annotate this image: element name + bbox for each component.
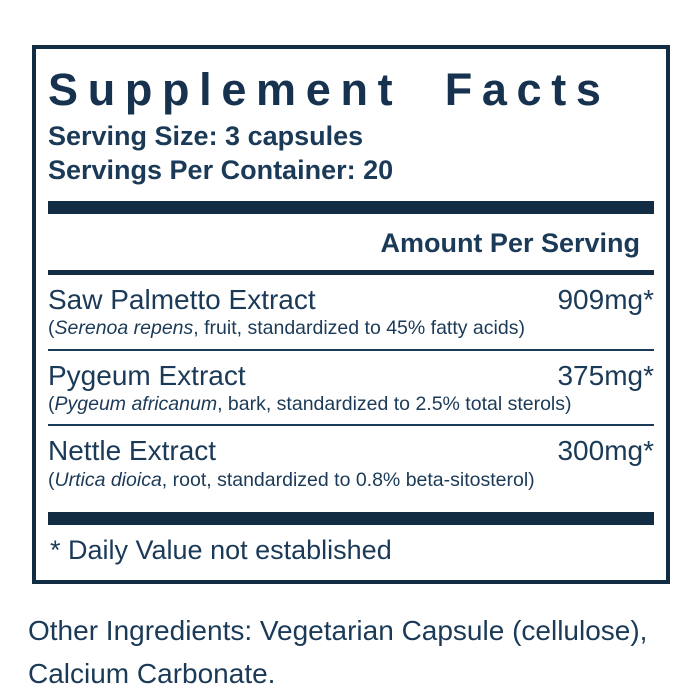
ingredient-detail: [48, 317, 654, 340]
other-ingredients-line-1: Other Ingredients: Vegetarian Capsule (cellulose),: [28, 614, 648, 646]
detail-rest: , bark, standardized to 2.5% total sterols): [217, 393, 572, 416]
latin-name: Urtica dioica: [54, 468, 162, 491]
other-ingredients: [28, 609, 680, 696]
ingredient-main-line: [48, 360, 654, 391]
ingredient-detail: [48, 469, 654, 492]
ingredient-name: Nettle Extract: [48, 435, 217, 467]
divider-thick-top: [48, 201, 654, 214]
latin-name: Serenoa repens: [54, 317, 194, 340]
supplement-facts-panel: [32, 45, 670, 584]
ingredient-main-line: [48, 284, 654, 315]
ingredient-row-pygeum: [48, 351, 654, 425]
detail-open-paren: (: [48, 468, 55, 491]
detail-open-paren: (: [48, 393, 55, 416]
ingredient-amount: 909mg*: [557, 283, 654, 315]
detail-open-paren: (: [48, 317, 55, 340]
amount-per-serving-header: Amount Per Serving: [380, 227, 640, 258]
divider-thick-bottom: [48, 512, 654, 525]
supplement-facts-title: Supplement Facts: [48, 64, 611, 115]
ingredient-amount: 375mg*: [557, 359, 654, 391]
detail-rest: , fruit, standardized to 45% fatty acids): [193, 317, 525, 340]
other-ingredients-line-2: Calcium Carbonate.: [28, 657, 276, 689]
serving-size-line: Serving Size: 3 capsules: [48, 120, 364, 151]
daily-value-footnote: * Daily Value not established: [50, 535, 392, 566]
latin-name: Pygeum africanum: [54, 393, 218, 416]
ingredient-name: Pygeum Extract: [48, 359, 246, 391]
ingredient-main-line: [48, 435, 654, 466]
servings-per-container-line: Servings Per Container: 20: [48, 154, 394, 185]
supplement-label-page: [0, 45, 700, 700]
ingredient-detail: [48, 393, 654, 416]
detail-rest: , root, standardized to 0.8% beta-sitosterol): [161, 468, 535, 491]
ingredient-name: Saw Palmetto Extract: [48, 283, 316, 315]
ingredient-row-saw-palmetto: [48, 275, 654, 349]
ingredient-row-nettle: [48, 426, 654, 500]
ingredient-amount: 300mg*: [557, 435, 654, 467]
